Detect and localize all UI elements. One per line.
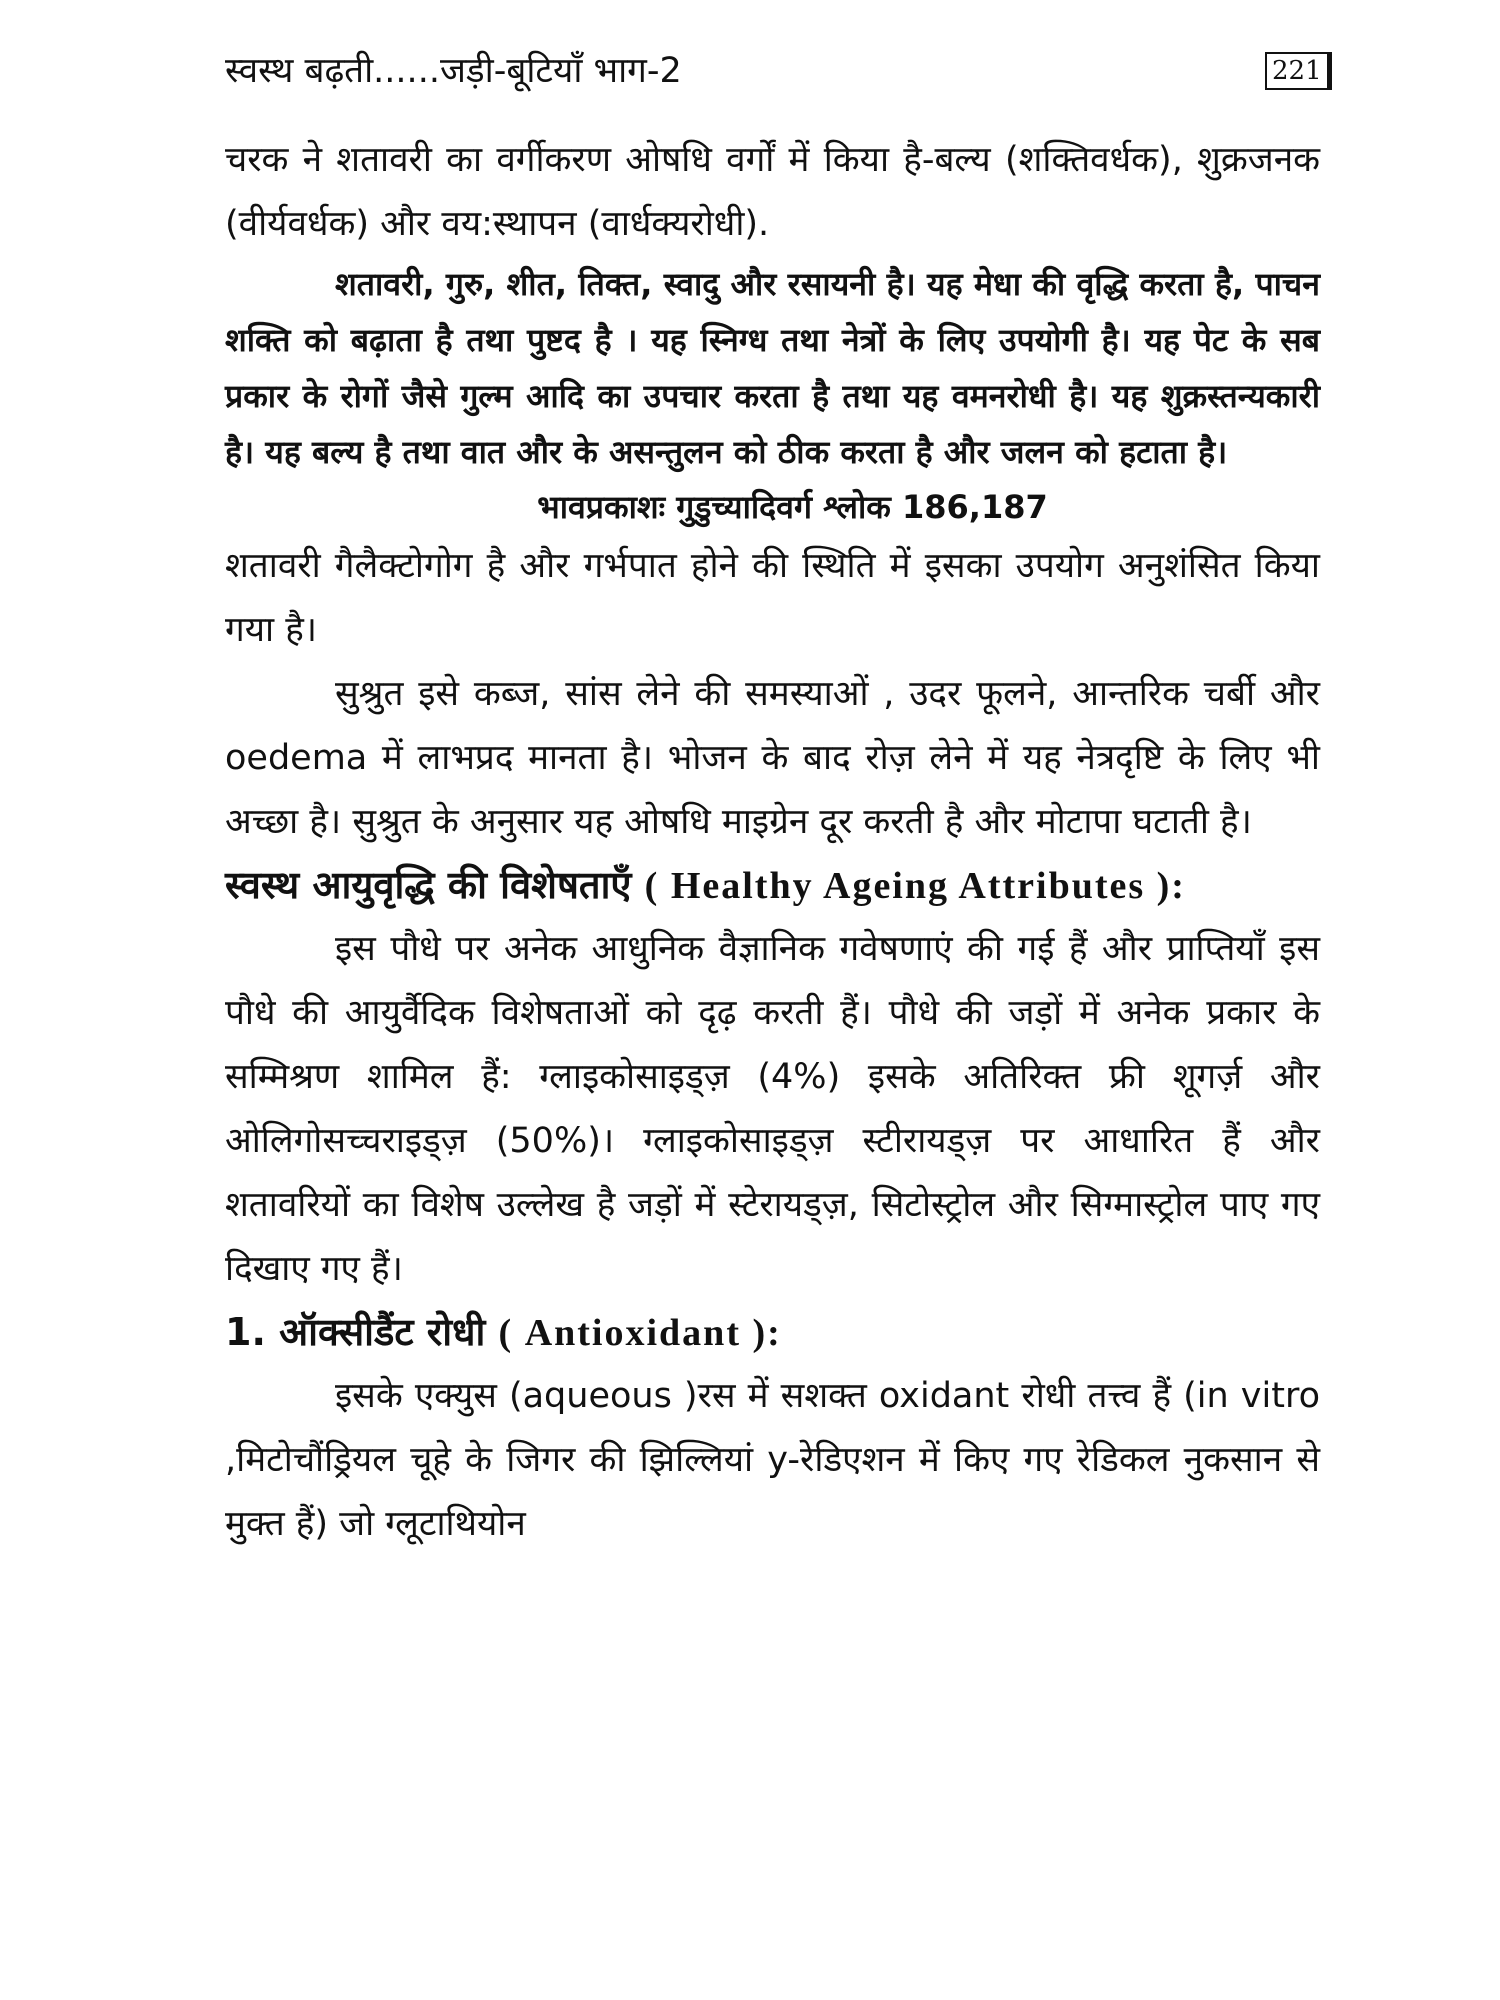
section-heading-antioxidant — [225, 1301, 1320, 1364]
heading-hindi-antioxidant: 1. ऑक्सीडैंट रोधी — [225, 1310, 486, 1354]
paragraph-sushruta: सुश्रुत इसे कब्ज, सांस लेने की समस्याओं , उदर फूलने, आन्तरिक चर्बी और oedema में लाभप्रद मानता है। भोजन के बाद रोज़ लेने में यह नेत्रदृष्टि के लिए भी अच्छा है। सुश्रुत के अनुसार यह ओषधि माइग्रेन दूर करती है और मोटापा घटाती है। — [225, 674, 1320, 842]
page-body — [225, 128, 1320, 1556]
paragraph-aqueous-extract: इसके एक्युस (aqueous )रस में सशक्त oxidant रोधी तत्त्व हैं (in vitro ,मिटोचौंड्रियल चूहे के जिगर की झिल्लियां y-रेडिएशन में किए गए रेडिकल नुकसान से मुक्त हैं) जो ग्लूटाथियोन — [225, 1376, 1320, 1544]
section-heading-healthy-ageing — [225, 854, 1320, 917]
heading-latin-antioxidant: ( Antioxidant ): — [498, 1312, 782, 1354]
heading-hindi: स्वस्थ आयुवृद्धि की विशेषताएँ — [225, 863, 632, 907]
citation-bhavaprakash: भावप्रकाशः गुडुच्यादिवर्ग श्लोक 186,187 — [537, 488, 1048, 526]
paragraph-bhavaprakash-quote: शतावरी, गुरु, शीत, तिक्त, स्वादु और रसायनी है। यह मेधा की वृद्धि करता है, पाचन शक्ति को बढ़ाता है तथा पुष्टद है । यह स्निग्ध तथा नेत्रों के लिए उपयोगी है। यह पेट के सब प्रकार के रोगों जैसे गुल्म आदि का उपचार करता है तथा यह वमनरोधी है। यह शुक्रस्तन्यकारी है। यह बल्य है तथा वात और के असन्तुलन को ठीक करता है और जलन को हटाता है। — [225, 265, 1320, 471]
heading-latin: ( Healthy Ageing Attributes ): — [644, 865, 1186, 907]
paragraph-galactogogue: शतावरी गैलैक्टोगोग है और गर्भपात होने की स्थिति में इसका उपयोग अनुशंसित किया गया है। — [225, 546, 1320, 650]
running-header: स्वस्थ बढ़ती......जड़ी-बूटियाँ भाग-2 — [225, 51, 682, 91]
page-number: 221 — [1265, 52, 1332, 90]
paragraph-charak: चरक ने शतावरी का वर्गीकरण ओषधि वर्गों में किया है-बल्य (शक्तिवर्धक), शुक्रजनक (वीर्यवर्धक) और वय:स्थापन (वार्धक्यरोधी). — [225, 140, 1320, 244]
paragraph-research: इस पौधे पर अनेक आधुनिक वैज्ञानिक गवेषणाएं की गई हैं और प्राप्तियाँ इस पौधे की आयुर्वैदिक विशेषताओं को दृढ़ करती हैं। पौधे की जड़ों में अनेक प्रकार के सम्मिश्रण शामिल हैं: ग्लाइकोसाइड्ज़ (4%) इसके अतिरिक्त फ्री शूगर्ज़ और ओलिगोसच्चराइड्ज़ (50%)। ग्लाइकोसाइड्ज़ स्टीरायड्ज़ पर आधारित हैं और शतावरियों का विशेष उल्लेख है जड़ों में स्टेरायड्ज़, सिटोस्ट्रोल और सिग्मास्ट्रोल पाए गए दिखाए गए हैं। — [225, 929, 1320, 1289]
